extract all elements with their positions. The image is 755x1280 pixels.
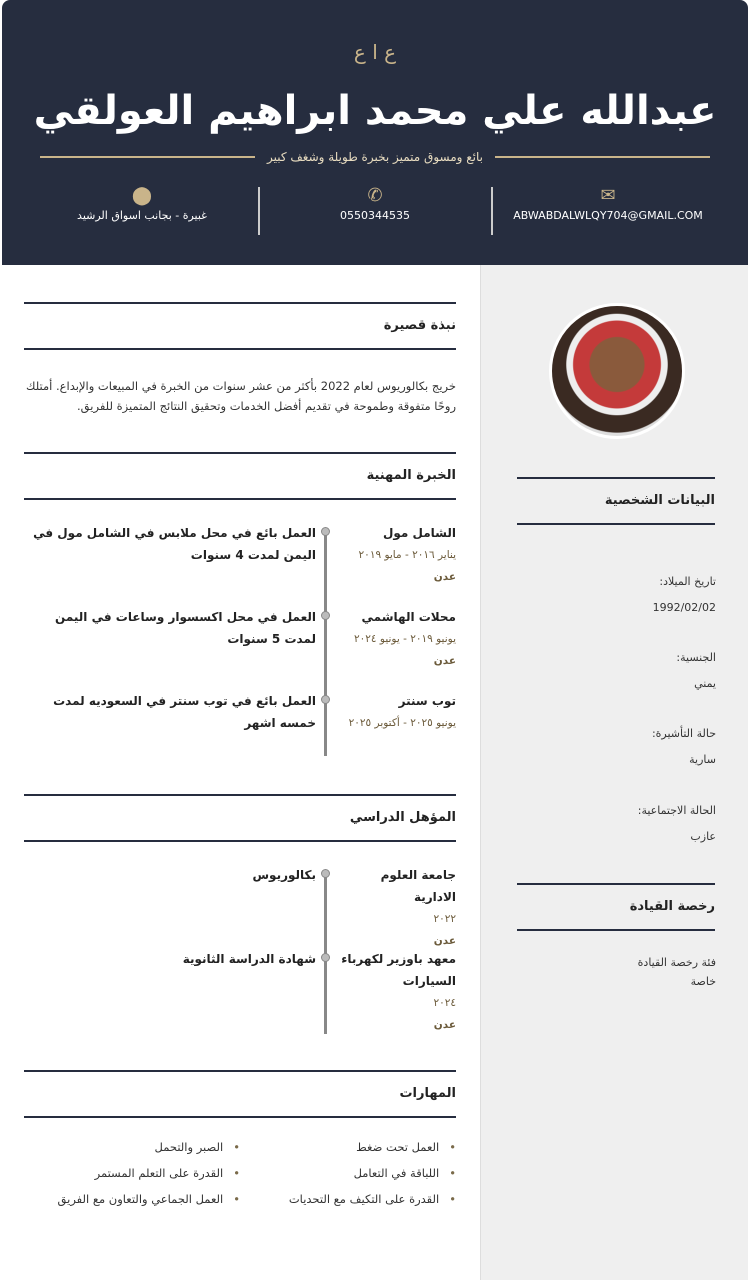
field-value: سارية: [689, 753, 716, 766]
divider: [495, 156, 710, 158]
degree: شهادة الدراسة الثانوية: [182, 952, 316, 966]
sidebar: [480, 265, 748, 1280]
field-label: الجنسية:: [676, 651, 716, 664]
skills-list: [24, 1140, 456, 1206]
skills-heading: المهارات: [24, 1070, 456, 1118]
field-marital: [638, 798, 716, 850]
dates: يونيو ٢٠٢٥ - أكتوبر ٢٠٢٥: [348, 717, 456, 729]
field-value: يمني: [694, 677, 716, 690]
skill-item: • الصبر والتحمل: [24, 1140, 240, 1154]
location-pin-icon: ⬤: [131, 185, 153, 206]
location: عدن: [433, 1019, 456, 1031]
timeline-dot: [321, 953, 330, 962]
full-name: عبدالله علي محمد ابراهيم العولقي: [33, 88, 717, 134]
dates: يونيو ٢٠١٩ - يونيو ٢٠٢٤: [354, 633, 456, 645]
year: ٢٠٢٤: [433, 997, 456, 1009]
phone-text: 0550344535: [340, 209, 410, 222]
experience-timeline: [24, 522, 456, 758]
email-text: ABWABDALWLQY704@GMAIL.COM: [513, 209, 703, 222]
job-description: العمل بائع في توب سنتر في السعوديه لمدت خمسه اشهر: [53, 694, 316, 730]
company: الشامل مول: [382, 526, 456, 540]
field-value: عازب: [690, 830, 716, 843]
mail-icon: ✉: [600, 185, 616, 206]
field-label: فئة رخصة القيادة: [637, 956, 716, 969]
timeline-dot: [321, 527, 330, 536]
experience-heading: الخبرة المهنية: [24, 452, 456, 500]
job-description: العمل في محل اكسسوار وساعات في اليمن لمدت 5 سنوات: [55, 610, 316, 646]
company: توب سنتر: [398, 694, 456, 708]
tagline-row: [40, 150, 710, 164]
contact-phone[interactable]: [275, 185, 475, 235]
header: [2, 0, 748, 265]
education-timeline: [24, 864, 456, 1036]
field-label: حالة التأشيرة:: [651, 727, 716, 740]
skill-item: • العمل الجماعي والتعاون مع الفريق: [24, 1192, 240, 1206]
phone-icon: ✆: [367, 185, 383, 206]
profile-photo: [549, 303, 685, 439]
contact-email[interactable]: [508, 185, 708, 235]
job-description: العمل بائع في محل ملابس في الشامل مول في اليمن لمدت 4 سنوات: [33, 526, 316, 562]
timeline-dot: [321, 869, 330, 878]
license-heading: رخصة القيادة: [517, 883, 715, 931]
education-heading: المؤهل الدراسي: [24, 794, 456, 842]
location-text: غبيرة - بجانب اسواق الرشيد: [77, 209, 207, 222]
personal-info-heading: البيانات الشخصية: [517, 477, 715, 525]
year: ٢٠٢٢: [433, 913, 456, 925]
skill-item: • اللباقة في التعامل: [240, 1166, 456, 1180]
location: عدن: [433, 655, 456, 667]
divider: [258, 187, 260, 235]
tagline: بائع ومسوق متميز بخبرة طويلة وشغف كبير: [266, 150, 484, 164]
field-label: تاريخ الميلاد:: [659, 575, 716, 588]
field-visa: [652, 721, 716, 773]
degree: بكالوريوس: [252, 868, 316, 882]
dates: يناير ٢٠١٦ - مايو ٢٠١٩: [358, 549, 456, 561]
timeline-dot: [321, 611, 330, 620]
divider: [40, 156, 255, 158]
skill-item: • العمل تحت ضغط: [240, 1140, 456, 1154]
field-value: 1992/02/02: [652, 601, 716, 614]
skill-item: • القدرة على التعلم المستمر: [24, 1166, 240, 1180]
location: عدن: [433, 935, 456, 947]
timeline-dot: [321, 695, 330, 704]
field-value: خاصة: [690, 975, 716, 988]
monogram: ع ا ع: [353, 40, 397, 64]
school: معهد باوزير لكهرباء السيارات: [341, 952, 456, 988]
location: عدن: [433, 571, 456, 583]
contacts: [2, 185, 748, 235]
field-birthdate: [653, 569, 716, 621]
about-text: خريج بكالوريوس لعام 2022 بأكثر من عشر سنوات من الخبرة في المبيعات والإبداع. أمتلك روحًا متفوقة وطموحة في تقديم أفضل الخدمات وتحقيق النتائج المتميزة للفريق.: [26, 379, 456, 413]
timeline-line: [324, 530, 327, 756]
company: محلات الهاشمي: [361, 610, 456, 624]
about-heading: نبذة قصيرة: [24, 302, 456, 350]
license-info: [638, 953, 716, 991]
school: جامعة العلوم الادارية: [380, 868, 456, 904]
contact-location: [42, 185, 242, 235]
field-label: الحالة الاجتماعية:: [637, 804, 716, 817]
field-nationality: [676, 645, 716, 697]
divider: [491, 187, 493, 235]
skill-item: • القدرة على التكيف مع التحديات: [240, 1192, 456, 1206]
